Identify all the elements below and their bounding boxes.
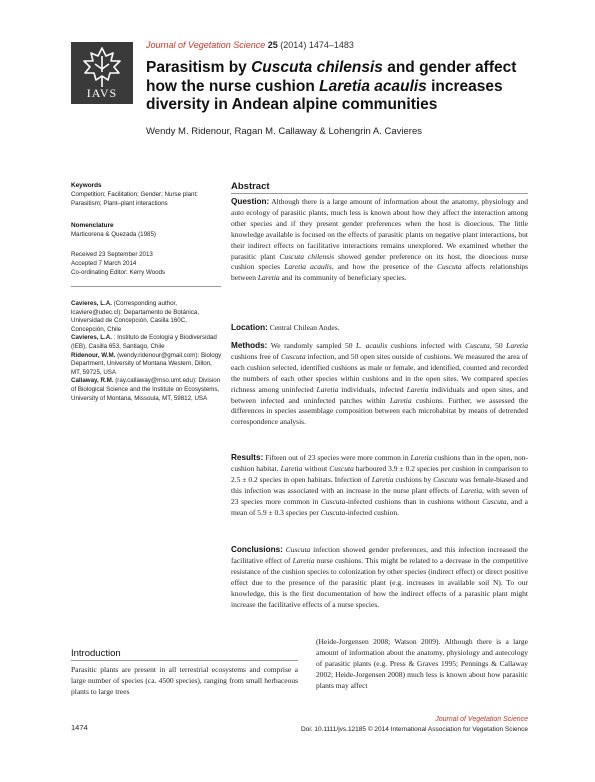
species-name: Laretia [257,273,280,283]
abstract-conclusions [231,545,528,610]
title-text: Parasitism by [146,59,252,76]
title-text: and gender affect how the nurse cushion [146,59,517,95]
author-list: Wendy M. Ridenour, Ragan M. Callaway & Lohengrin A. Cavieres [146,126,422,137]
sidebar-divider [71,286,221,287]
title-species-cuscuta: Cuscuta chilensis [251,59,383,76]
species-name: Cuscuta [482,496,507,506]
body-text: without [302,463,330,473]
species-name: Laretia [371,474,394,484]
nomenclature-heading: Nomenclature [71,222,114,229]
species-name: Laretia [506,341,528,350]
footer-doi: Doi: 10.1111/jvs.12185 © 2014 International Association for Vegetation Science [300,726,528,733]
species-name: Laretia [292,555,315,565]
body-text: harboured 3.9 ± 0.2 species per cushion in comparison to 2.5 ± 0.2 species in open habitats. Infection of [231,463,528,484]
species-name: Cuscuta [320,496,346,506]
abstract-methods [231,341,528,428]
body-text: infection showed gender preferences, and this infection increased the facilitative effect of [231,545,528,565]
coordinating-editor: Co-ordinating Editor: Kerry Woods [71,269,166,276]
body-text: affects relationships between [231,262,528,283]
question-label: Question: [231,197,270,206]
species-name: Laretia, [460,485,484,495]
species-name: Laretia [280,463,303,473]
received-date: Received 23 September 2013 [71,251,153,258]
body-text: We randomly sampled 50 [267,341,356,350]
species-name: Cuscuta [281,351,306,361]
keywords-text: Competition; Facilitation; Gender; Nurse plant; Parasitism; Plant–plant interactions [71,191,198,207]
species-name: L. acaulis [355,341,388,350]
logo-text: IAVS [86,86,118,100]
body-text: , and a mean of 5.9 ± 0.3 species per [231,496,528,517]
title-text: increases diversity in Andean alpine communities [146,77,503,113]
introduction-divider [71,660,298,661]
body-text: , and how the presence of the [331,262,437,272]
body-text: Although there is a large amount of information about the anatomy, physiology and auto ecology of parasitic plants, much less is known about how they affect the interaction among other species and if they present gender preferences when the host is dioecious. The little knowledge available is focused on the effects of parasitic plants on negative plant interactions, but their indirect effects on facilitative interactions remains unexplored. We examined whether the parasitic plant [231,197,528,261]
body-text: showed gender preference on its host, the dioecious nurse cushion species [231,251,528,272]
affiliation-item [71,352,223,378]
body-text: , 50 [489,341,507,350]
abstract-divider [231,193,528,194]
nomenclature-text: Marticorena & Quezada (1985) [71,231,156,238]
species-name: Cuscuta [437,262,462,272]
species-name: Cuscuta [285,545,311,554]
body-text: cushions free of [231,351,281,361]
introduction-text-right: (Heide-Jorgensen 2008; Watson 2009). Although there is a large amount of information about the anatomy, physiology and autecology of parasitic plants (e.g. Press & Graves 1995; Pennings & Callaway 2002; Heide-Jorgensen 2008) much less is known about how parasitic plants may affect [316,637,528,690]
abstract-question [231,197,528,284]
species-name: Cuscuta [433,474,458,484]
title-species-laretia: Laretia acaulis [319,77,427,95]
affiliation-text: : Instituto de Ecología y Biodiversidad (IEB), Casilla 653, Santiago, Chile [71,334,217,350]
body-text: cushions infected with [387,341,466,350]
body-text: individuals, infected [338,384,407,394]
affiliation-name: Callaway, R.M. [71,377,114,385]
body-text: -infected cushions than in cushions without [345,496,483,506]
body-text: and its community of beneficiary species. [279,273,407,283]
methods-label: Methods: [231,341,268,350]
body-text: Fifteen out of 23 species were more common in [263,453,411,462]
species-name: Cuscuta [465,341,490,350]
species-name: Laretia acaulis [284,262,332,272]
species-name: Cuscuta [329,463,354,473]
affiliation-item [71,377,223,403]
introduction-text-left: Parasitic plants are present in all terrestrial ecosystems and comprise a large number of species (ca. 4500 species), ranging from small herbaceous plants to large trees [71,665,298,696]
body-text: infection, and 50 open sites outside of cushions. We measured the area of each cushion selected, identified cushions as male or female, and identified, counted and recorded the numbers of each other species within cushions and in the open sites. We compared species richness among uninfected [231,351,528,394]
species-name: Laretia [406,384,429,394]
journal-year-pages: (2014) 1474–1483 [280,40,354,50]
body-text: cushions than in the open, non-cushion habitat. [231,453,528,473]
introduction-heading: Introduction [71,648,121,659]
journal-name: Journal of Vegetation Science [146,40,266,50]
affiliations [71,300,223,403]
body-text: cushions. Further, we assessed the differences in species assemblage composition between each microhabitat by means of detrended correspondence analysis. [231,395,528,427]
species-name: Cuscuta [320,507,346,517]
body-text: Central Chilean Andes. [267,323,340,332]
affiliation-name: Cavieres, L.A. [71,334,112,342]
species-name: Laretia [410,453,433,462]
species-name: Laretia [316,384,339,394]
conclusions-label: Conclusions: [231,545,283,554]
body-text: was female-biased and this infection was associated with an increase in the nurse plant effects of [231,474,528,495]
species-name: Cuscuta chilensis [279,251,335,261]
body-text: nurse cushions. This might be related to a decrease in the competitive resistance of the cushion species to colonization by other species (indirect effect) or direct positive effect due to the presence of the parasitic plant (e.g. increases in available soil N). To our knowledge, this is the first documentation of how the indirect effects of a parasitic plant might increase the facilitative effects of a nurse species. [231,555,528,609]
affiliation-item [71,334,223,351]
affiliation-text: (ray.callaway@mso.umt.edu): Division of Biological Science and the Institute on Ecosystems, University of Montana, Missoula, MT, 59812, USA [71,377,221,402]
affiliation-item [71,300,223,334]
location-label: Location: [231,323,268,332]
body-text: cushions by [393,474,434,484]
abstract-results [231,453,528,518]
page-number: 1474 [71,723,88,732]
body-text: -infected cushion. [345,507,400,517]
journal-volume: 25 [267,40,278,50]
keywords-heading: Keywords [71,182,102,189]
body-text: individuals and open sites, and between infected and uninfected patches within [231,384,528,405]
abstract-location [231,323,528,334]
accepted-date: Accepted 7 March 2014 [71,260,137,267]
iavs-logo [71,42,133,104]
affiliation-text: (Corresponding author, lcaviere@udec.cl): Departamento de Botánica, Universidad de Concepción, Casilla 160C, Concepción, Chile [71,300,200,333]
abstract-heading: Abstract [231,181,270,192]
body-text: with seven of 23 species more common in [231,485,528,506]
results-label: Results: [231,453,264,462]
article-title [146,59,536,115]
affiliation-name: Ridenour, W.M. [71,351,116,359]
affiliation-text: (wendy.ridenour@gmail.com): Biology Department, University of Montana Western, Dillon, MT, 59725, USA [71,351,222,376]
footer-journal-name: Journal of Vegetation Science [435,716,528,723]
journal-citation [146,40,354,50]
species-name: Laretia [389,395,412,405]
affiliation-name: Cavieres, L.A. [71,300,112,307]
